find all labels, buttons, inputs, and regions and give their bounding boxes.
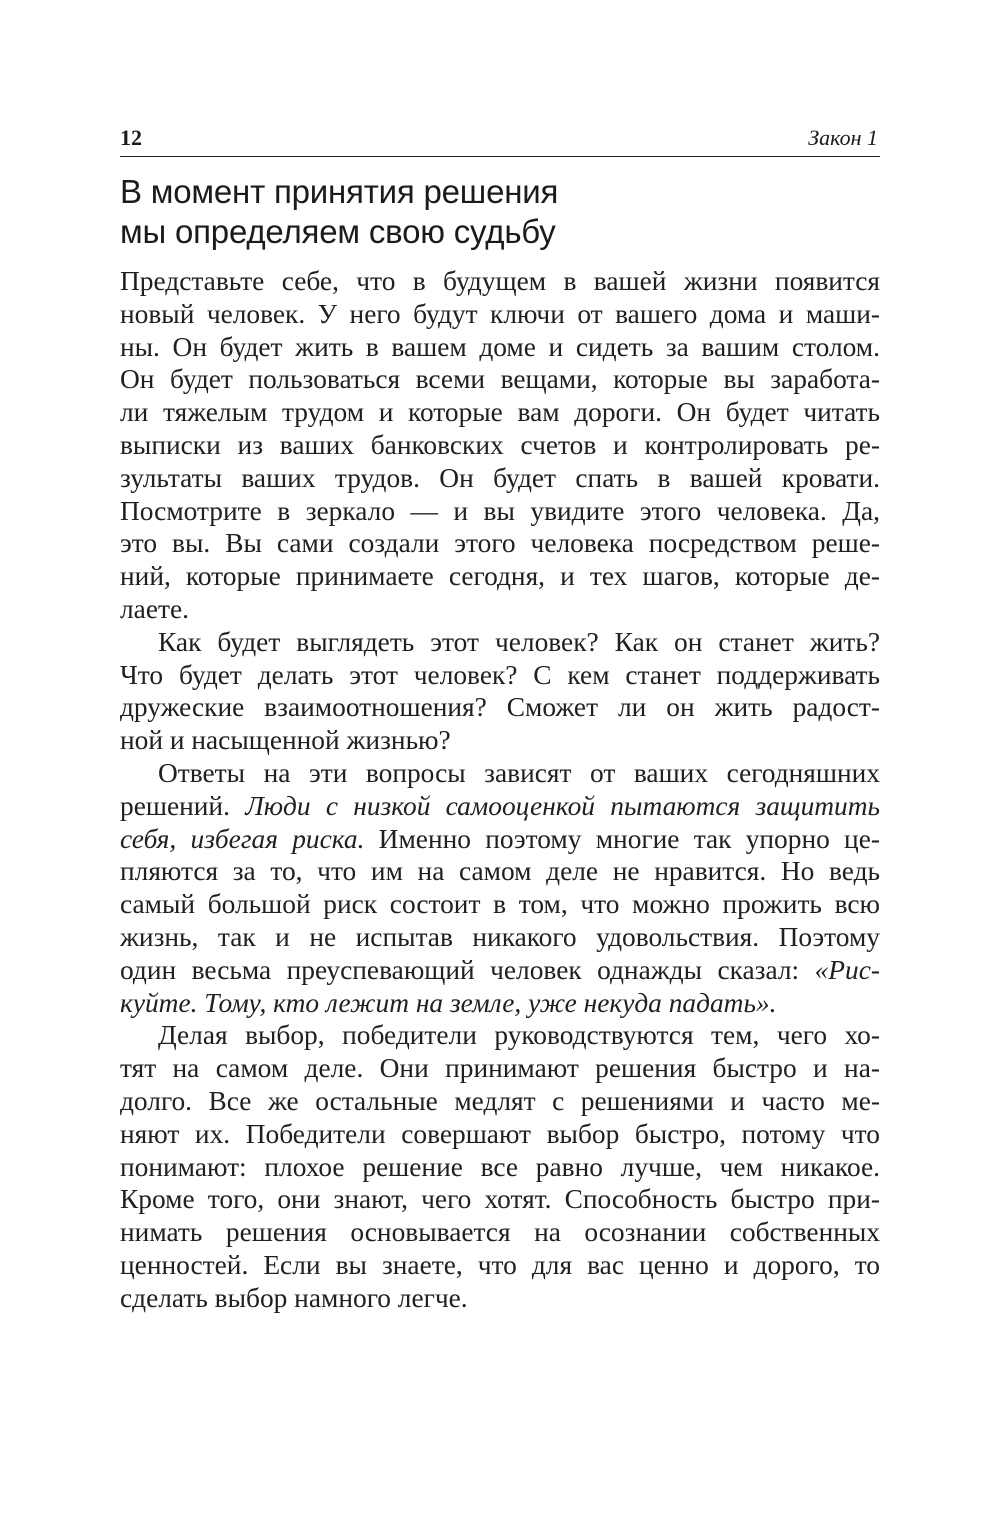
text-line: ной и насыщенной жизнью? — [120, 725, 451, 756]
text-line: лаете. — [120, 593, 189, 624]
section-title-line: В момент принятия решения — [120, 173, 559, 210]
text-line: самый большой риск состоит в том, что можно прожить всю — [120, 889, 880, 920]
running-header — [120, 124, 880, 157]
text-line — [120, 790, 880, 823]
text-line: тят на самом деле. Они принимают решения быстро и на- — [120, 1053, 880, 1084]
text-line — [120, 823, 880, 856]
text-run: один весьма преуспевающий человек однажды сказал: — [120, 954, 815, 985]
paragraph — [120, 626, 880, 757]
text-line: нимать решения основывается на осознании собственных — [120, 1217, 880, 1248]
text-line: Как будет выглядеть этот человек? Как он станет жить? — [158, 626, 880, 657]
text-line: это вы. Вы сами создали этого человека посредством реше- — [120, 528, 880, 559]
section-title — [120, 172, 880, 252]
text-line: дружеские взаимоотношения? Сможет ли он жить радост- — [120, 692, 880, 723]
text-line: зультаты ваших трудов. Он будет спать в вашей кровати. — [120, 462, 880, 493]
text-line — [120, 987, 880, 1020]
text-line: долго. Все же остальные медлят с решениями и часто ме- — [120, 1085, 880, 1116]
text-line: сделать выбор намного легче. — [120, 1282, 468, 1313]
chapter-label: Закон 1 — [808, 125, 878, 150]
paragraph — [120, 1019, 880, 1314]
paragraph — [120, 265, 880, 626]
text-line: ний, которые принимаете сегодня, и тех шагов, которые де- — [120, 561, 880, 592]
italic-run: Люди с низкой самооценкой пытаются защитить — [245, 790, 880, 821]
italic-run: куйте. Тому, кто лежит на земле, уже некуда падать». — [120, 987, 777, 1018]
text-line: жизнь, так и не испытав никакого удовольствия. Поэтому — [120, 921, 880, 952]
text-run: решений. — [120, 790, 246, 821]
text-line: выписки из ваших банковских счетов и контролировать ре- — [120, 429, 880, 460]
text-line: Посмотрите в зеркало — и вы увидите этого человека. Да, — [120, 495, 880, 526]
italic-run: себя, избегая риска. — [120, 823, 365, 854]
text-run: Именно поэтому многие так упорно це- — [364, 823, 880, 854]
text-line: Кроме того, они знают, чего хотят. Способность быстро при- — [120, 1184, 880, 1215]
text-line: ценностей. Если вы знаете, что для вас ценно и дорого, то — [120, 1249, 880, 1280]
text-line: Ответы на эти вопросы зависят от ваших сегодняшних — [158, 757, 880, 788]
text-line: пляются за то, что им на самом деле не нравится. Но ведь — [120, 856, 880, 887]
paragraph — [120, 757, 880, 1019]
text-line: ны. Он будет жить в вашем доме и сидеть за вашим столом. — [120, 331, 880, 362]
text-line: новый человек. У него будут ключи от вашего дома и маши- — [120, 298, 880, 329]
text-line: Представьте себе, что в будущем в вашей жизни появится — [120, 266, 880, 296]
text-line: Делая выбор, победители руководствуются тем, чего хо- — [158, 1020, 880, 1051]
text-line: ли тяжелым трудом и которые вам дороги. Он будет читать — [120, 397, 880, 428]
section-title-line: мы определяем свою судьбу — [120, 213, 556, 250]
text-line — [120, 954, 880, 987]
text-line: Он будет пользоваться всеми вещами, которые вы заработа- — [120, 364, 880, 395]
italic-run: «Рис- — [814, 954, 880, 985]
text-line: понимают: плохое решение все равно лучше, чем никакое. — [120, 1151, 880, 1182]
body-text — [120, 265, 880, 1315]
page-number: 12 — [120, 125, 142, 150]
text-line: Что будет делать этот человек? С кем станет поддерживать — [120, 659, 880, 690]
text-line: няют их. Победители совершают выбор быстро, потому что — [120, 1118, 880, 1149]
